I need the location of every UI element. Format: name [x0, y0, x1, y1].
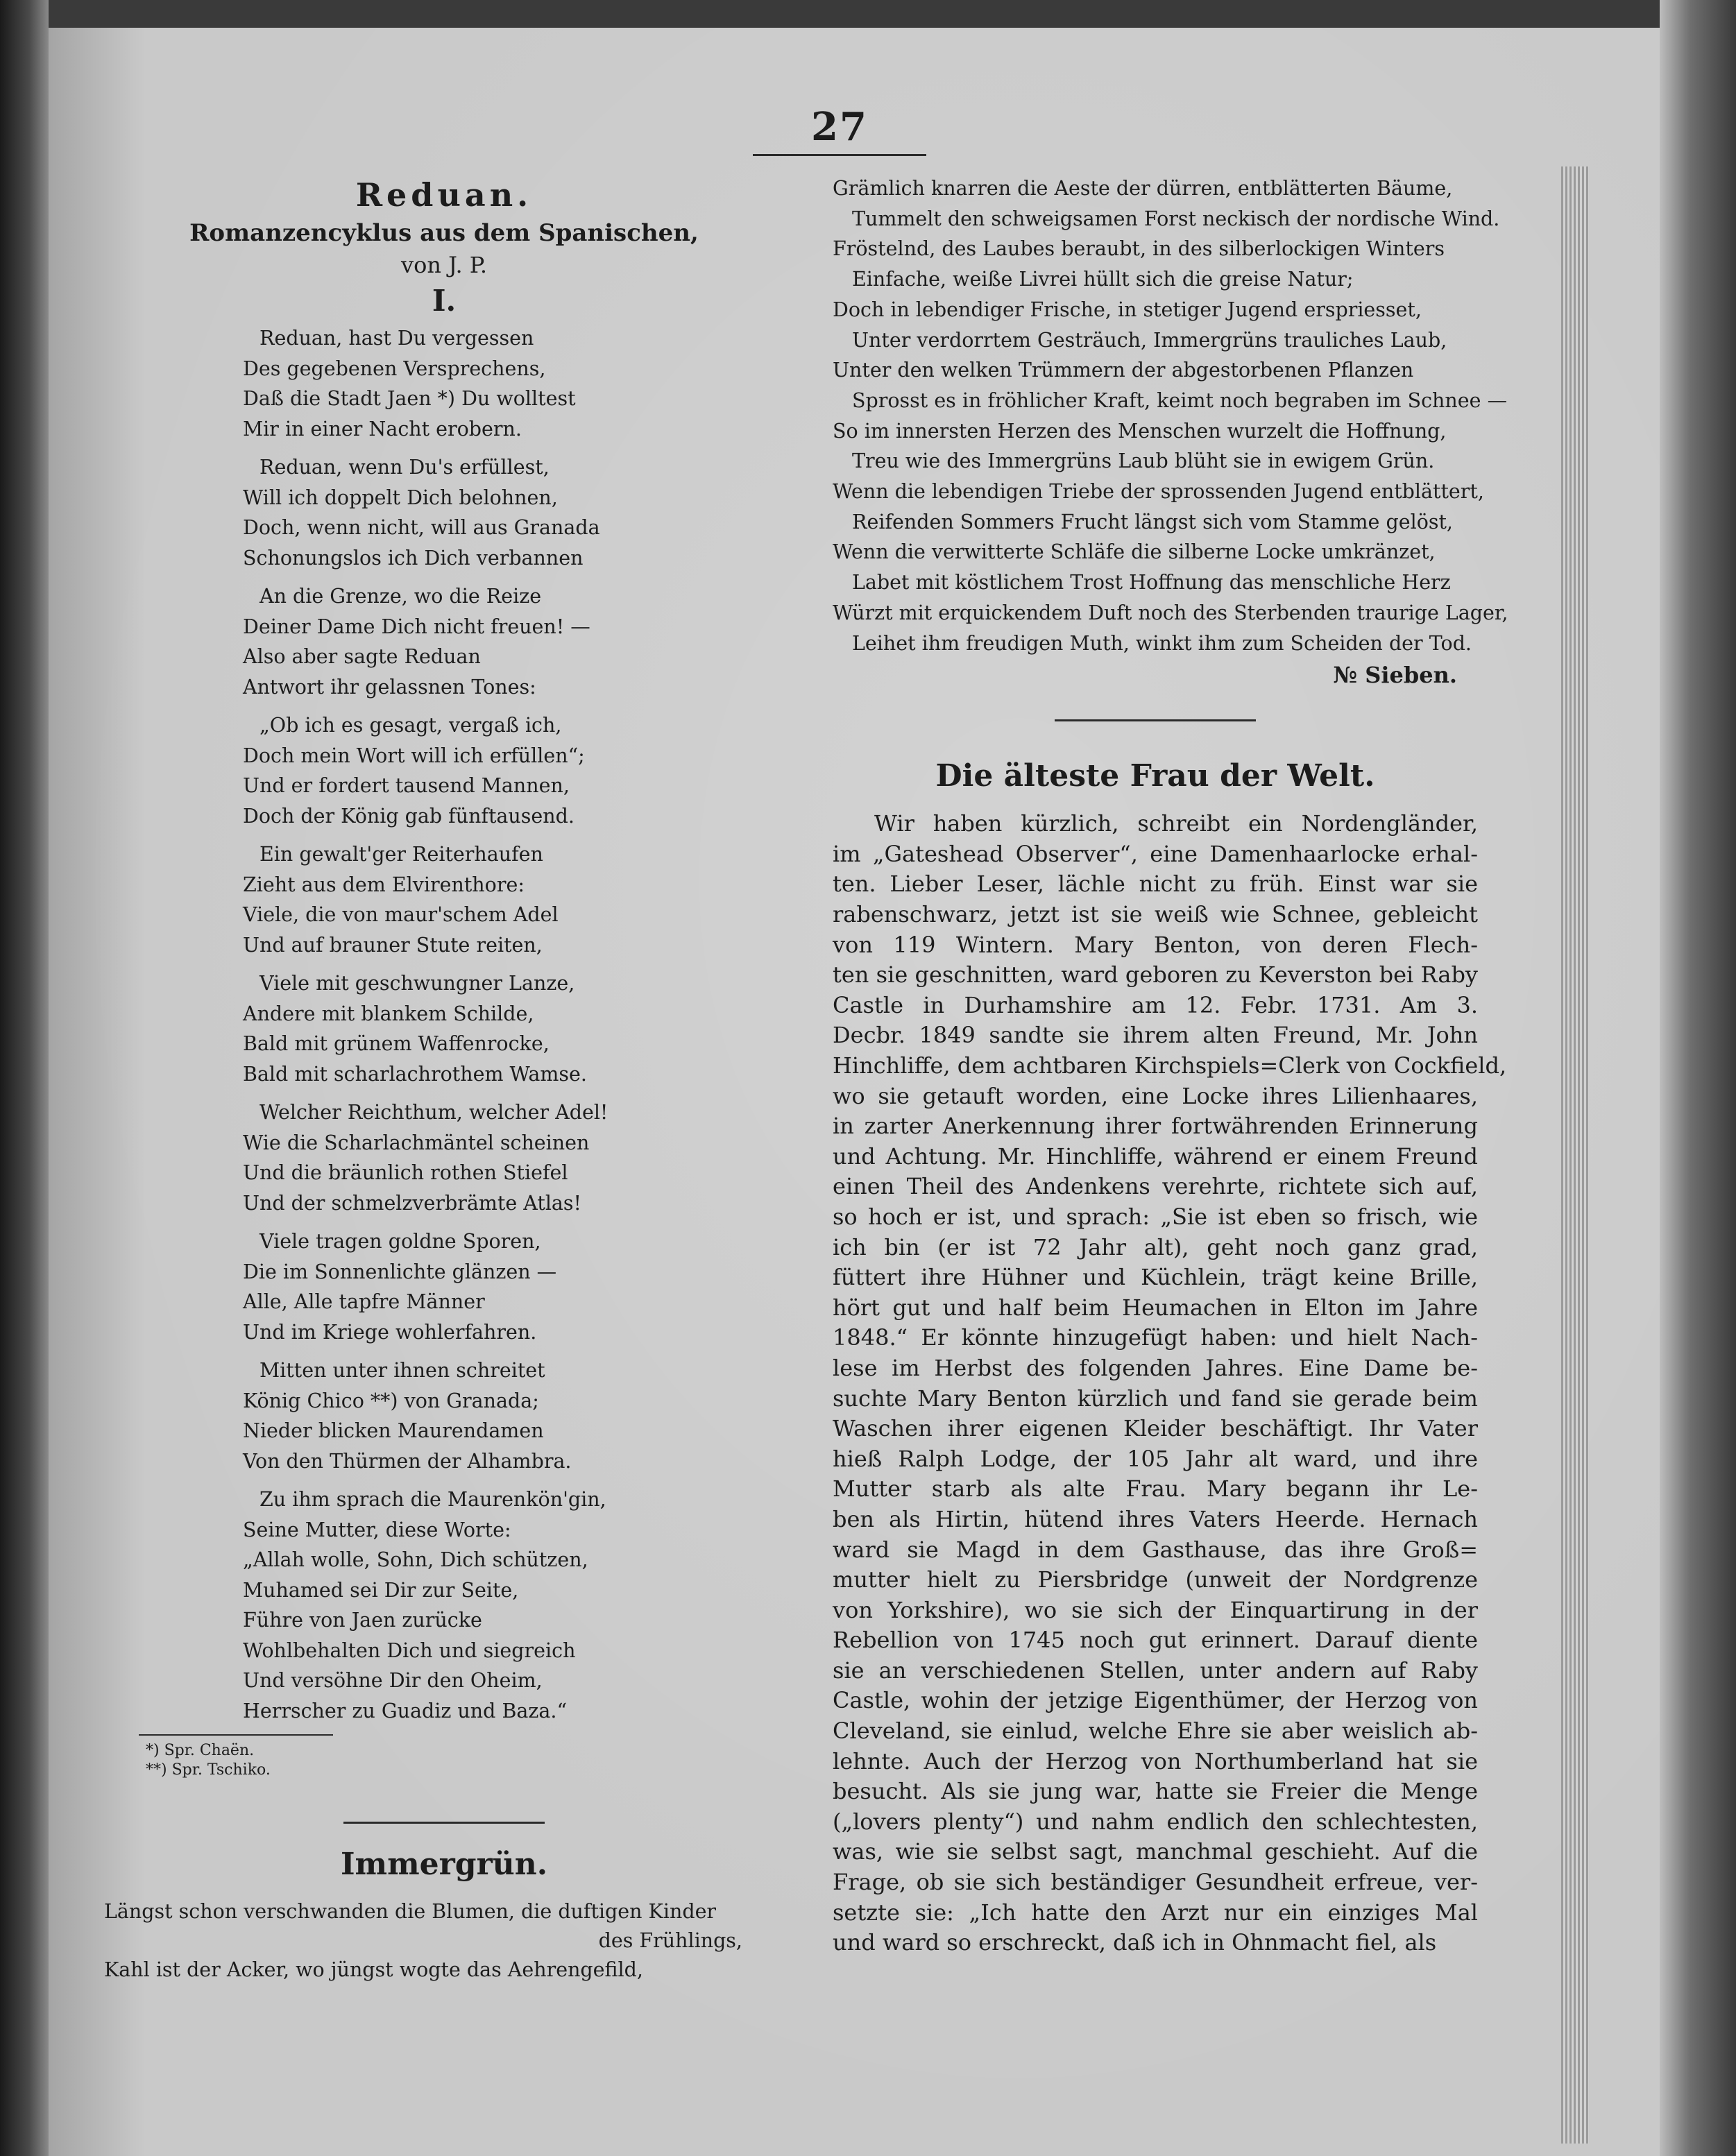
article-line: hört gut und half beim Heumachen in Elton im Jahre	[833, 1294, 1478, 1321]
footnote-rule	[139, 1734, 333, 1736]
verse-line: Unter den welken Trümmern der abgestorbenen Pflanzen	[833, 359, 1414, 382]
verse-line: Würzt mit erquickendem Duft noch des Sterbenden traurige Lager,	[833, 601, 1508, 624]
article-line: Cleveland, sie einlud, welche Ehre sie aber weislich ab-	[833, 1718, 1478, 1745]
verse-line: Daß die Stadt Jaen *) Du wolltest	[243, 387, 576, 410]
page-number: 27	[811, 104, 868, 150]
article-line: suchte Mary Benton kürzlich und fand sie gerade beim	[833, 1385, 1478, 1412]
footnote: **) Spr. Tschiko.	[146, 1761, 271, 1779]
stanza	[104, 452, 784, 573]
article-line: Castle, wohin der jetzige Eigenthümer, der Herzog von	[833, 1687, 1478, 1714]
verse-line: Ein gewalt'ger Reiterhaufen	[259, 843, 543, 866]
article-line: wo sie getauft worden, eine Locke ihres Lilienhaares,	[833, 1082, 1478, 1109]
verse-line: Fröstelnd, des Laubes beraubt, in des silberlockigen Winters	[833, 237, 1445, 261]
verse-line: Wie die Scharlachmäntel scheinen	[243, 1131, 590, 1154]
article-body	[833, 809, 1507, 1958]
section-rule	[1055, 719, 1256, 721]
article-line: Wir haben kürzlich, schreibt ein Nordengländer,	[874, 810, 1478, 837]
verse-line: des Frühlings,	[598, 1929, 742, 1952]
verse-line: Kahl ist der Acker, wo jüngst wogte das Aehrengefild,	[104, 1958, 643, 1981]
verse-line: Treu wie des Immergrüns Laub blüht sie in ewigem Grün.	[852, 450, 1435, 473]
article-line: rabenschwarz, jetzt ist sie weiß wie Schnee, gebleicht	[833, 901, 1478, 928]
article-line: Mutter starb als alte Frau. Mary begann ihr Le-	[833, 1475, 1478, 1503]
article-line: („lovers plenty“) und nahm endlich den schlechtesten,	[833, 1808, 1478, 1835]
verse-line: Reduan, wenn Du's erfüllest,	[259, 456, 550, 479]
verse-line: König Chico **) von Granada;	[243, 1389, 539, 1412]
article-line: Castle in Durhamshire am 12. Febr. 1731. Am 3.	[833, 991, 1478, 1018]
verse-line: Mitten unter ihnen schreitet	[259, 1359, 545, 1382]
stanza	[104, 323, 784, 444]
article-line: ward sie Magd in dem Gasthause, das ihre Groß=	[833, 1536, 1478, 1563]
article-line: von 119 Wintern. Mary Benton, von deren Flech-	[833, 931, 1478, 958]
article-line: ten sie geschnitten, ward geboren zu Keverston bei Raby	[833, 961, 1478, 989]
verse-line: Tummelt den schweigsamen Forst neckisch der nordische Wind.	[852, 207, 1500, 230]
verse-line: Wenn die lebendigen Triebe der sprossenden Jugend entblättert,	[833, 480, 1484, 504]
article-line: Waschen ihrer eigenen Kleider beschäftigt. Ihr Vater	[833, 1415, 1478, 1442]
verse-line: Des gegebenen Versprechens,	[243, 357, 546, 380]
verse-line: Deiner Dame Dich nicht freuen! —	[243, 615, 590, 638]
elegy-opening	[104, 1897, 784, 1985]
verse-line: Doch der König gab fünftausend.	[243, 804, 575, 828]
section-rule	[343, 1822, 545, 1824]
elegy-continuation	[833, 173, 1508, 658]
article-line: besucht. Als sie jung war, hatte sie Freier die Menge	[833, 1778, 1478, 1805]
verse-line: Reduan, hast Du vergessen	[259, 327, 534, 350]
verse-line: Herrscher zu Guadiz und Baza.“	[243, 1699, 568, 1722]
verse-line: An die Grenze, wo die Reize	[259, 585, 542, 608]
verse-line: Sprosst es in fröhlicher Kraft, keimt noch begraben im Schnee —	[852, 388, 1508, 412]
verse-line: Muhamed sei Dir zur Seite,	[243, 1578, 519, 1602]
verse-line: Einfache, weiße Livrei hüllt sich die greise Natur;	[852, 268, 1354, 291]
verse-line: Wohlbehalten Dich und siegreich	[243, 1639, 576, 1662]
verse-line: Grämlich knarren die Aeste der dürren, entblätterten Bäume,	[833, 177, 1453, 200]
verse-line: Und der schmelzverbrämte Atlas!	[243, 1191, 582, 1215]
stanza	[104, 1485, 784, 1726]
article-line: in zarter Anerkennung ihrer fortwährenden Erinnerung	[833, 1113, 1478, 1140]
verse-line: „Ob ich es gesagt, vergaß ich,	[259, 714, 562, 737]
verse-line: Und er fordert tausend Mannen,	[243, 774, 570, 797]
stanza	[104, 968, 784, 1089]
article-line: lehnte. Auch der Herzog von Northumberland hat sie	[833, 1747, 1478, 1774]
verse-line: Bald mit grünem Waffenrocke,	[243, 1032, 550, 1055]
verse-line: Längst schon verschwanden die Blumen, die duftigen Kinder	[104, 1900, 717, 1923]
verse-line: Doch, wenn nicht, will aus Granada	[243, 516, 600, 539]
article-line: füttert ihre Hühner und Küchlein, trägt keine Brille,	[833, 1264, 1478, 1291]
verse-line: Schonungslos ich Dich verbannen	[243, 546, 584, 570]
verse-line: Antwort ihr gelassnen Tones:	[243, 675, 536, 699]
article-line: und ward so erschreckt, daß ich in Ohnmacht fiel, als	[833, 1929, 1437, 1956]
stanza	[104, 581, 784, 702]
verse-line: Viele tragen goldne Sporen,	[259, 1230, 541, 1253]
right-column	[833, 173, 1508, 1958]
verse-line: Und auf brauner Stute reiten,	[243, 933, 543, 957]
left-column	[104, 173, 784, 1985]
poem-subtitle: Romanzencyklus aus dem Spanischen,	[189, 219, 699, 247]
verse-line: Und versöhne Dir den Oheim,	[243, 1669, 543, 1692]
article-line: was, wie sie selbst sagt, manchmal geschieht. Auf die	[833, 1838, 1478, 1865]
article-line: Hinchliffe, dem achtbaren Kirchspiels=Clerk von Cockfield,	[833, 1052, 1507, 1079]
stanza	[104, 839, 784, 960]
verse-line: Also aber sagte Reduan	[243, 645, 481, 668]
verse-line: Doch in lebendiger Frische, in stetiger Jugend erspriesset,	[833, 298, 1422, 321]
stanza	[104, 1355, 784, 1476]
article-line: Rebellion von 1745 noch gut erinnert. Darauf diente	[833, 1627, 1478, 1654]
verse-line: Mir in einer Nacht erobern.	[243, 417, 522, 440]
article-line: lese im Herbst des folgenden Jahres. Eine Dame be-	[833, 1354, 1478, 1381]
stanza	[104, 1226, 784, 1347]
poem-stanzas	[104, 323, 784, 1726]
article-line: 1848.“ Er könnte hinzugefügt haben: und hielt Nach-	[833, 1324, 1478, 1351]
verse-line: Zu ihm sprach die Maurenkön'gin,	[259, 1488, 606, 1511]
verse-line: Führe von Jaen zurücke	[243, 1609, 482, 1632]
article-line: Frage, ob sie sich beständiger Gesundheit erfreue, ver-	[833, 1869, 1478, 1896]
article-line: Decbr. 1849 sandte sie ihrem alten Freund, Mr. John	[833, 1022, 1478, 1049]
page-edge-stack	[1561, 166, 1589, 2144]
verse-line: Viele mit geschwungner Lanze,	[259, 972, 575, 995]
article-line: mutter hielt zu Piersbridge (unweit der Nordgrenze	[833, 1566, 1478, 1593]
verse-line: Andere mit blankem Schilde,	[243, 1002, 534, 1025]
verse-line: Und die bräunlich rothen Stiefel	[243, 1161, 568, 1184]
author-signature: № Sieben.	[1333, 662, 1457, 689]
verse-line: Doch mein Wort will ich erfüllen“;	[243, 744, 585, 767]
article-line: so hoch er ist, und sprach: „Sie ist eben so frisch, wie	[833, 1203, 1478, 1230]
article-line: setzte sie: „Ich hatte den Arzt nur ein einziges Mal	[833, 1899, 1478, 1926]
article-title: Die älteste Frau der Welt.	[935, 758, 1375, 794]
article-line: ich bin (er ist 72 Jahr alt), geht noch ganz grad,	[833, 1233, 1478, 1260]
article-line: im „Gateshead Observer“, eine Damenhaarlocke erhal-	[833, 840, 1478, 867]
verse-line: Labet mit köstlichem Trost Hoffnung das menschliche Herz	[852, 571, 1451, 594]
poem-title: Reduan.	[355, 176, 533, 214]
verse-line: Will ich doppelt Dich belohnen,	[243, 486, 558, 509]
verse-line: Reifenden Sommers Frucht längst sich vom Stamme gelöst,	[852, 510, 1453, 533]
scan-margin-right	[1660, 0, 1736, 2156]
verse-line: „Allah wolle, Sohn, Dich schützen,	[243, 1548, 588, 1571]
verse-line: Viele, die von maur'schem Adel	[243, 903, 559, 926]
article-line: und Achtung. Mr. Hinchliffe, während er einem Freund	[833, 1143, 1478, 1170]
article-line: ten. Lieber Leser, lächle nicht zu früh. Einst war sie	[833, 871, 1478, 898]
verse-line: Bald mit scharlachrothem Wamse.	[243, 1062, 587, 1086]
poem-part-number: I.	[432, 284, 457, 318]
scan-margin-left	[0, 0, 49, 2156]
page-number-rule	[753, 154, 926, 156]
verse-line: Leihet ihm freudigen Muth, winkt ihm zum Scheiden der Tod.	[852, 631, 1472, 655]
article-line: ben als Hirtin, hütend ihres Vaters Heerde. Hernach	[833, 1505, 1478, 1532]
section-title-immergruen: Immergrün.	[340, 1847, 548, 1882]
stanza	[104, 710, 784, 831]
verse-line: Nieder blicken Maurendamen	[243, 1419, 544, 1442]
verse-line: Seine Mutter, diese Worte:	[243, 1518, 511, 1541]
stanza	[104, 1097, 784, 1218]
footnote: *) Spr. Chaën.	[146, 1742, 255, 1759]
article-line: sie an verschiedenen Stellen, unter andern auf Raby	[833, 1657, 1478, 1684]
verse-line: So im innersten Herzen des Menschen wurzelt die Hoffnung,	[833, 419, 1447, 443]
article-line: hieß Ralph Lodge, der 105 Jahr alt ward, und ihre	[833, 1445, 1478, 1472]
verse-line: Und im Kriege wohlerfahren.	[243, 1320, 537, 1344]
verse-line: Die im Sonnenlichte glänzen —	[243, 1260, 557, 1283]
verse-line: Wenn die verwitterte Schläfe die silberne Locke umkränzet,	[833, 540, 1436, 564]
verse-line: Unter verdorrtem Gesträuch, Immergrüns trauliches Laub,	[852, 328, 1447, 352]
poem-byline: von J. P.	[400, 252, 488, 278]
article-line: von Yorkshire), wo sie sich der Einquartirung in der	[833, 1596, 1478, 1623]
verse-line: Welcher Reichthum, welcher Adel!	[259, 1101, 609, 1124]
verse-line: Von den Thürmen der Alhambra.	[243, 1449, 572, 1473]
verse-line: Zieht aus dem Elvirenthore:	[243, 873, 525, 896]
verse-line: Alle, Alle tapfre Männer	[243, 1290, 485, 1313]
article-line: einen Theil des Andenkens verehrte, richtete sich auf,	[833, 1173, 1478, 1200]
